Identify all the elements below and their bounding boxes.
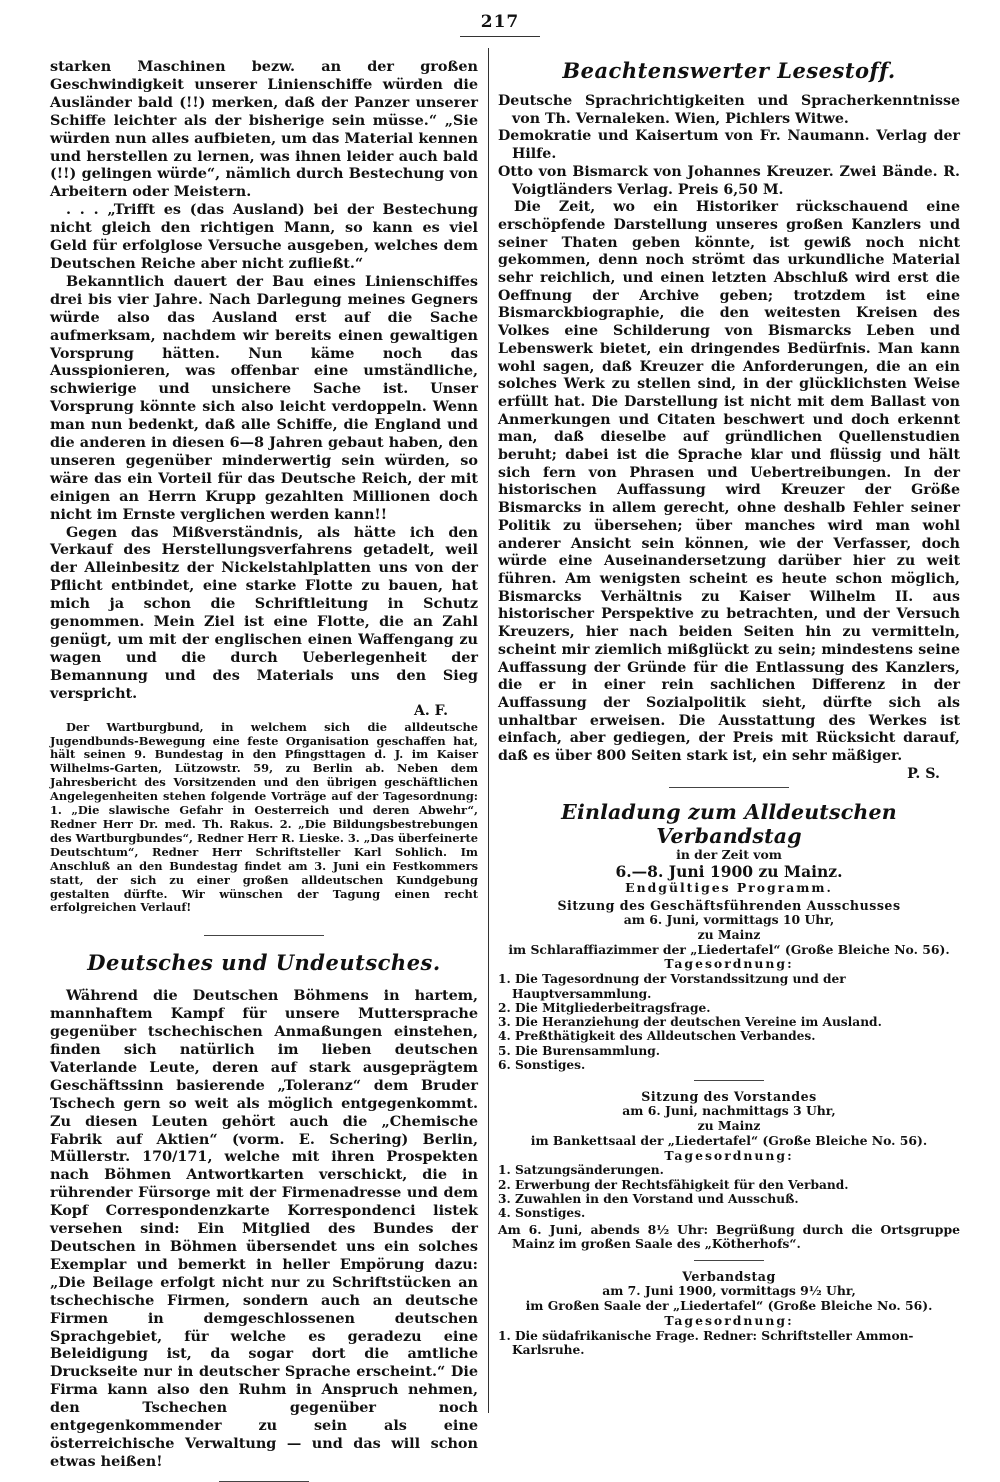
section-heading: Beachtenswerter Lesestoff. <box>562 58 896 83</box>
section-rule <box>204 935 324 936</box>
review-signature: P. S. <box>907 765 940 782</box>
agenda-item: 4. Sonstiges. <box>498 1206 586 1221</box>
right-column <box>498 58 960 1398</box>
article-paragraph: Gegen das Mißverständnis, als hätte ich den Verkauf des Herstellungsverfahrens getadelt, weil der Alleinbesitz der Nickelstahlplatten uns von der Pflicht entbindet, eine starke Flotte zu bauen, hat mich ja schon die Schriftleitung in Schutz genommen. Mein Ziel ist eine Flotte, die an Zahl genügt, um mit der englischen einen Waffengang zu wagen und die durch Ueberlegenheit der Bemannung und des Materials uns den Sieg verspricht. <box>50 523 478 702</box>
meeting-title: Sitzung des Geschäftsführenden Ausschusses <box>557 898 901 914</box>
agenda-item: 2. Erwerbung der Rechtsfähigkeit für den Verband. <box>498 1177 849 1192</box>
program-label: Endgültiges Programm. <box>625 880 833 896</box>
agenda-label: Tagesordnung: <box>664 1312 794 1328</box>
agenda-label: Tagesordnung: <box>664 1147 794 1163</box>
agenda-list <box>498 1329 960 1358</box>
section-rule <box>669 787 789 788</box>
agenda-item: 1. Die Tagesordnung der Vorstandssitzung und der Hauptversammlung. <box>498 972 846 1001</box>
book-entry: Demokratie und Kaisertum von Fr. Naumann. Verlag der Hilfe. <box>498 128 960 163</box>
article-paragraph: . . . „Trifft es (das Ausland) bei der Bestechung nicht gleich den richtigen Mann, so kann es viel Geld für erfolglose Versuche ausgeben, welches dem Deutschen Reiche aber nicht zufließt.“ <box>50 201 478 272</box>
evening-note: Am 6. Juni, abends 8½ Uhr: Begrüßung durch die Ortsgruppe Mainz im großen Saale des „Kötherhofs“. <box>498 1221 960 1252</box>
agenda-item: 3. Zuwahlen in den Vorstand und Ausschuß. <box>498 1192 799 1207</box>
article-paragraph: Bekanntlich dauert der Bau eines Linienschiffes drei bis vier Jahre. Nach Darlegung meines Gegners würde also das Ausland erst auf die Sache aufmerksam, nachdem wir bereits einen gewaltigen Vorsprung hätten. Nun käme noch das Ausspionieren, was offenbar eine umständliche, schwierige und unsichere Sache ist. Unser Vorsprung könnte sich also leicht verdoppeln. Wenn man nun bedenkt, daß alle Schiffe, die England und die anderen in diesen 6—8 Jahren gebaut haben, den unseren gegenüber minderwertig sein würden, so wäre das ein Vorteil für das Deutsche Reich, der mit einigen an Herrn Krupp gezahlten Millionen doch nicht im Ernste verglichen werden kann!! <box>50 272 478 523</box>
agenda-item: 1. Satzungsänderungen. <box>498 1163 664 1178</box>
notice-text: in welchem sich die alldeutsche Jugendbunds-Bewegung eine feste Organisation geschaffen hat, hält seinen 9. Bundestag in den Pfingsttagen d. J. im Kaiser Wilhelms-Garten, Lützowstr. 59, zu Berlin ab. Neben dem Jahresbericht des Vorsitzenden und den übrigen geschäftlichen Angelegenheiten stehen folgende Vorträge auf der Tagesordnung: 1. „Die slawische Gefahr in Oesterreich und deren Abwehr“, Redner Herr Dr. med. Th. Rakus. 2. „Die Bildungsbestrebungen des Wartburgbundes“, Redner Herr R. Lieske. 3. „Das überfeinerte Deutschtum“, Redner Herr Schriftsteller Karl Sohlich. Im Anschluß an den Bundestag findet am 3. Juni ein Festkommers statt, der sich zu einer großen alldeutschen Kundgebung gestalten dürfte. Wir wünschen der Tagung einen recht erfolgreichen Verlauf! <box>50 719 479 915</box>
invitation-heading: Einladung zum Alldeutschen Verbandstag <box>561 800 897 849</box>
book-list <box>498 93 960 783</box>
section-heading: Deutsches und Undeutsches. <box>87 950 441 976</box>
meeting-title: Sitzung des Vorstandes <box>641 1089 817 1105</box>
meeting-city: zu Mainz <box>697 1118 761 1134</box>
meeting-time: am 7. Juni 1900, vormittags 9½ Uhr, <box>602 1283 856 1299</box>
meeting-time: am 6. Juni, vormittags 10 Uhr, <box>623 912 835 928</box>
article-paragraph: starken Maschinen bezw. an der großen Geschwindigkeit unserer Linienschiffe würden die Ausländer bald (!!) merken, daß der Panzer unserer Schiffe leichter als der bisherige sein müsse.“ „Sie würden nun alles aufbieten, um das Material kennen und herstellen zu lernen, was ihnen leider auch bald (!!) gelingen würde“, nämlich durch Bestechung von Arbeitern oder Meistern. <box>50 58 478 201</box>
notice-lead: Der Wartburgbund, <box>66 719 204 734</box>
meeting-title: Verbandstag <box>682 1269 776 1285</box>
agenda-item: 1. Die südafrikanische Frage. Redner: Schriftsteller Ammon-Karlsruhe. <box>498 1328 914 1357</box>
agenda-item: 2. Die Mitgliederbeitragsfrage. <box>498 1000 711 1015</box>
author-signature: A. F. <box>413 702 448 719</box>
page-number: 217 <box>480 12 520 32</box>
section-rule <box>694 1080 764 1081</box>
page-number-rule <box>460 36 540 37</box>
notice-wartburgbund <box>50 721 478 916</box>
agenda-item: 5. Die Burensammlung. <box>498 1043 661 1058</box>
book-review: Die Zeit, wo ein Historiker rückschauend eine erschöpfende Darstellung unseres großen Kanzlers und seiner Thaten geben könnte, ist gewiß noch nicht gekommen, denn noch strömt das urkundliche Material sehr reichlich, und einen letzten Abschluß wird erst die Oeffnung der Archive geben; trotzdem ist eine Bismarckbiographie, die den weitesten Kreisen des Volkes eine Schilderung von Bismarcks Leben und Lebenswerk bietet, ein dringendes Bedürfnis. Man kann wohl sagen, daß Kreuzer die Anforderungen, die an ein solches Werk zu stellen sind, in der glücklichsten Weise erfüllt hat. Die Darstellung ist nicht mit dem Ballast von Anmerkungen und Citaten beschwert und doch erkennt man, daß dieselbe auf gründlichen Quellenstudien beruht; dabei ist die Sprache klar und flüssig und hält sich fern von Phrasen und Uebertreibungen. In der historischen Auffassung wird Kreuzer der Größe Bismarcks in allem gerecht, ohne deshalb Fehler seiner Politik zu übersehen; über manches wird man wohl anderer Ansicht sein können, wie der Verfasser, doch würde eine Auseinandersetzung darüber hier zu weit führen. Am wenigsten scheint es heute schon möglich, Bismarcks Verhältnis zu Kaiser Wilhelm II. aus historischer Perspektive zu betrachten, und der Versuch Kreuzers, hier nach beiden Seiten hin zu vermitteln, scheint mir ziemlich mißglückt zu sein; mindestens seine Auffassung der Gründe für die Entlassung des Kanzlers, die er in einer rein sachlichen Differenz in der Auffassung der Sozialpolitik sieht, dürfte sich als unhaltbar erweisen. Die Ausstattung des Werkes ist einfach, aber gediegen, der Preis mit Rücksicht darauf, daß es über 800 Seiten stark ist, ein sehr mäßiger. <box>498 199 960 765</box>
book-entry: Otto von Bismarck von Johannes Kreuzer. Zwei Bände. R. Voigtländers Verlag. Preis 6,50 M. <box>498 163 960 198</box>
meeting-venue: im Schlaraffiazimmer der „Liedertafel“ (Große Bleiche No. 56). <box>508 941 950 957</box>
meeting-time: am 6. Juni, nachmittags 3 Uhr, <box>622 1103 836 1119</box>
article-paragraph: Während die Deutschen Böhmens in hartem, mannhaftem Kampf für unsere Muttersprache gegenüber tschechischen Anmaßungen einstehen, finden sich natürlich im lieben deutschen Vaterlande Leute, deren auf stark ausgeprägtem Geschäftssinn basierende „Toleranz“ dem Bruder Tschech gern so weit als möglich entgegenkommt. Zu diesen Leuten gehört auch die „Chemische Fabrik auf Aktien“ (vorm. E. Schering) Berlin, Müllerstr. 170/171, welche mit ihren Prospekten nach Böhmen Antwortkarten verschickt, die in rührender Fürsorge mit der Firmenadresse und dem Kopf Correspondenzkarte Korrespondenci listek versehen sind: Ein Mitglied des Bundes der Deutschen in Böhmen übersendet uns ein solches Exemplar und bemerkt in heller Empörung dazu: „Die Beilage erfolgt nicht nur zu Schriftstücken an tschechische Firmen, sondern auch an deutsche Firmen in demgeschlossenen deutschen Sprachgebiet, für welche es geradezu eine Beleidigung ist, da sogar dort die amtliche Druckseite nur in deutscher Sprache erscheint.“ Die Firma kann also den Ruhm in Anspruch nehmen, den Tschechen gegenüber noch entgegenkommender zu sein als eine österreichische Verwaltung — und das will schon etwas heißen! <box>50 987 478 1470</box>
left-column <box>50 58 479 1470</box>
meeting-venue: im Großen Saale der „Liedertafel“ (Große Bleiche No. 56). <box>525 1298 933 1314</box>
invitation-date: 6.—8. Juni 1900 zu Mainz. <box>615 862 843 882</box>
meeting-venue: im Bankettsaal der „Liedertafel“ (Große Bleiche No. 56). <box>530 1132 928 1148</box>
agenda-list <box>498 972 960 1072</box>
book-entry: Deutsche Sprachrichtigkeiten und Spracherkenntnisse von Th. Vernaleken. Wien, Pichlers Witwe. <box>498 93 960 127</box>
column-divider <box>488 48 489 1413</box>
meeting-city: zu Mainz <box>697 926 761 942</box>
agenda-item: 6. Sonstiges. <box>498 1057 586 1072</box>
agenda-list <box>498 1163 960 1220</box>
section-rule <box>694 1260 764 1261</box>
agenda-label: Tagesordnung: <box>664 956 794 972</box>
agenda-item: 3. Die Heranziehung der deutschen Vereine im Ausland. <box>498 1015 882 1030</box>
invitation-time: in der Zeit vom <box>676 847 782 863</box>
agenda-item: 4. Preßthätigkeit des Alldeutschen Verbandes. <box>498 1029 816 1044</box>
